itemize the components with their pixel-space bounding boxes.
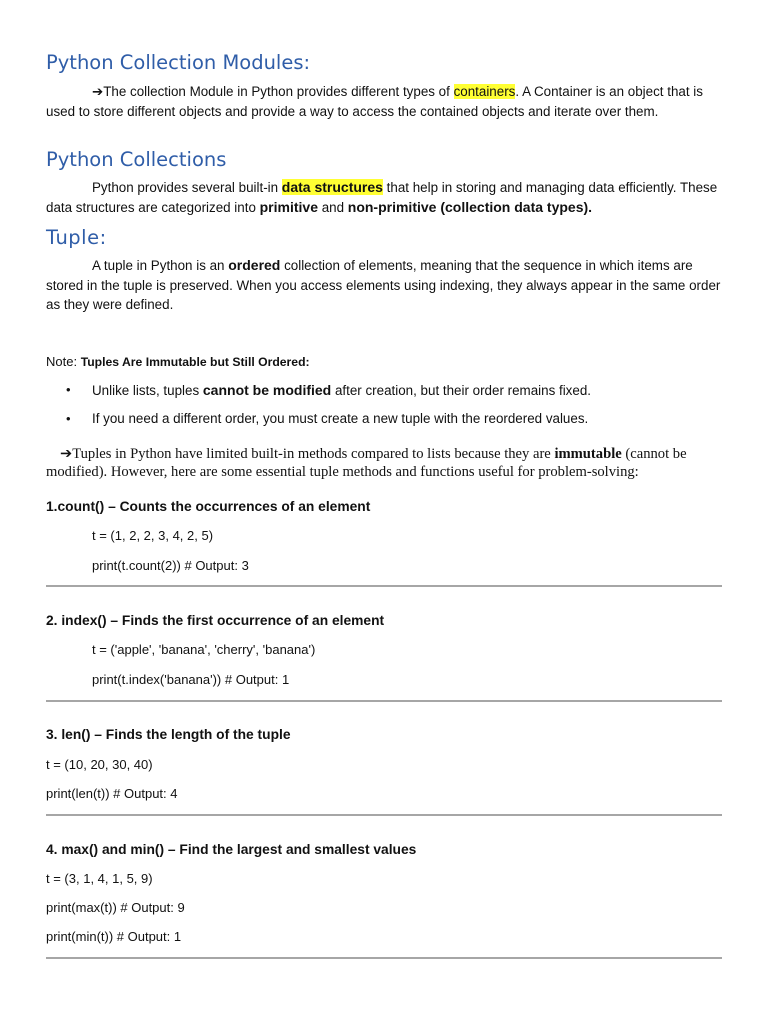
arrow-icon: ➔ [60, 446, 73, 462]
collections-paragraph [46, 178, 722, 217]
intro-text-end: . A Container is an object that is used to store different objects and provide a way to access the contained objects and iterate over them. [46, 84, 703, 119]
section-title-len: 3. len() – Finds the length of the tuple [46, 727, 291, 742]
bullet-dot-icon: • [66, 411, 71, 426]
intro-text-start: The collection Module in Python provides different types of [103, 84, 454, 99]
methods-intro-paragraph [46, 446, 736, 481]
code-line: t = (3, 1, 4, 1, 5, 9) [46, 871, 153, 886]
highlight-data-structures: data structures [281, 179, 383, 195]
tuple-text-end: collection of elements, meaning that the sequence in which items are stored in the tuple is preserved. When you access elements using indexing, they always appear in the same order as they were defined. [46, 258, 721, 312]
code-line: t = (10, 20, 30, 40) [46, 757, 153, 772]
bold-cannot-be-modified: cannot be modified [202, 382, 332, 398]
code-line: print(max(t)) # Output: 9 [46, 900, 185, 915]
bold-primitive: primitive [259, 198, 318, 215]
heading-collection-modules: Python Collection Modules: [46, 51, 311, 74]
horizontal-rule [46, 814, 722, 816]
horizontal-rule [46, 585, 722, 587]
heading-tuple: Tuple: [46, 226, 107, 249]
section-title-max-min: 4. max() and min() – Find the largest and smallest values [46, 842, 417, 857]
heading-python-collections: Python Collections [46, 148, 227, 171]
collections-and: and [317, 199, 348, 215]
bullet-text [92, 382, 591, 398]
horizontal-rule [46, 700, 722, 702]
bullet-text-end: after creation, but their order remains fixed. [331, 383, 591, 398]
tuple-paragraph [46, 256, 722, 315]
methods-text-start: Tuples in Python have limited built-in methods compared to lists because they are [72, 446, 555, 462]
section-title-index: 2. index() – Finds the first occurrence of an element [46, 613, 385, 628]
bold-non-primitive: non-primitive (collection data types). [347, 198, 593, 215]
horizontal-rule [46, 957, 722, 959]
code-line: t = (1, 2, 2, 3, 4, 2, 5) [92, 528, 214, 543]
arrow-icon: ➔ [92, 84, 104, 99]
code-line: print(t.count(2)) # Output: 3 [92, 558, 249, 573]
highlight-containers: containers [453, 84, 516, 99]
note-label: Note: [46, 354, 81, 369]
collections-text-mid: that help in storing and managing data efficiently. These data structures are categorized into [46, 180, 718, 215]
note-line [46, 354, 310, 369]
code-line: print(t.index('banana')) # Output: 1 [92, 672, 290, 687]
bullet-text-start: Unlike lists, tuples [92, 383, 203, 398]
section-title-count: 1.count() – Counts the occurrences of an element [46, 499, 371, 514]
tuple-text-start: A tuple in Python is an [92, 258, 229, 273]
bold-ordered: ordered [228, 257, 281, 273]
code-line: t = ('apple', 'banana', 'cherry', 'banana') [92, 642, 316, 657]
methods-text-end: (cannot be modified). However, here are some essential tuple methods and functions useful for problem-solving: [46, 446, 687, 480]
code-line: print(len(t)) # Output: 4 [46, 786, 178, 801]
collections-text-start: Python provides several built-in [92, 180, 282, 195]
note-title: Tuples Are Immutable but Still Ordered: [80, 355, 310, 369]
bold-immutable: immutable [554, 446, 622, 462]
bullet-dot-icon: • [66, 382, 71, 397]
code-line: print(min(t)) # Output: 1 [46, 929, 182, 944]
bullet-text: If you need a different order, you must create a new tuple with the reordered values. [92, 411, 589, 426]
intro-paragraph [46, 82, 722, 121]
